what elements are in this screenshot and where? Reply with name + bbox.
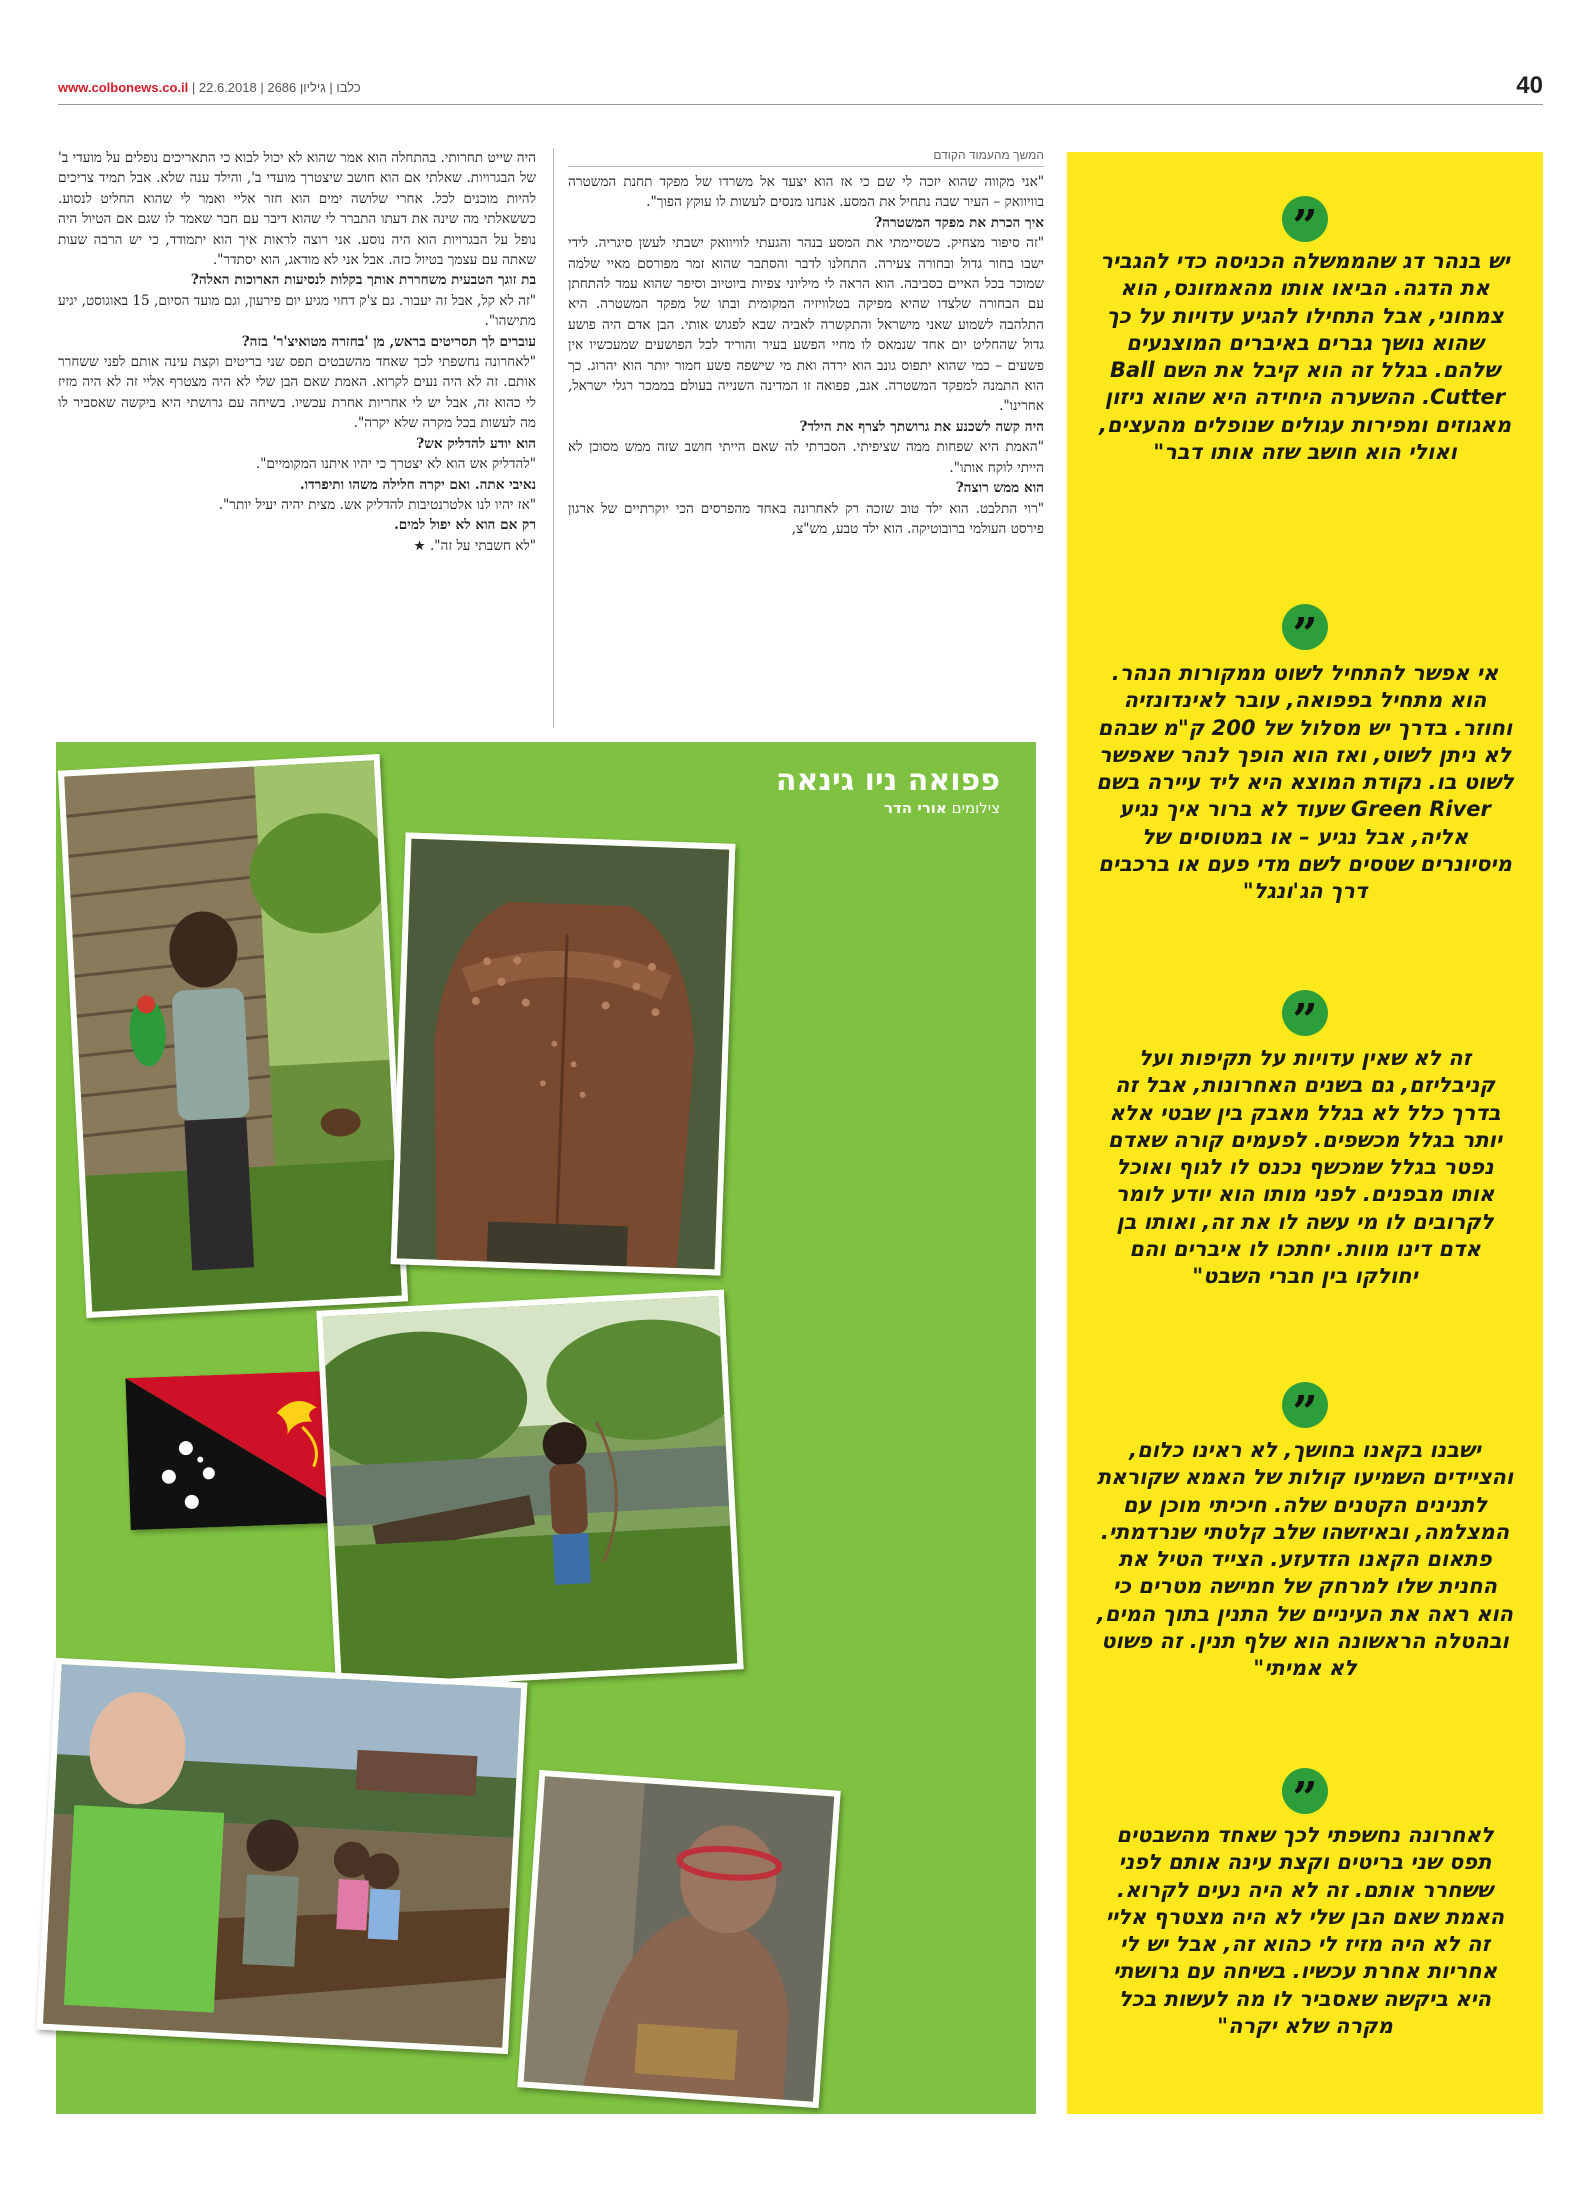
column-divider (553, 148, 554, 728)
photo-image (323, 1296, 738, 1684)
interview-question: רק אם הוא לא יפול למים. (394, 517, 536, 534)
pull-quote: זה לא שאין עדויות על תקיפות ועל קניבליזם, גם בשנים האחרונות, אבל זה בדרך כלל לא בגלל מאבק בין שבטי אלא יותר בגלל מכשפים. לפעמים קורה שאדם נפטר בגלל שמכשף נכנס לו לגוף ואוכל אותו מבפנים. לפני מותו הוא יודע לומר לקרובים לו מי עשה לו את זה, ואותו בן אדם דינו מוות. יחתכו לו איברים והם יחולקו בין חברי השבט" (1107, 1046, 1503, 1289)
interview-question: הוא ממש רוצה? (955, 480, 1044, 497)
photo-scarified-back[interactable] (391, 832, 736, 1275)
pull-quote: לאחרונה נחשפתי לכך שאחד מהשבטים תפס שני בריטים וקצת עינה אותם לפני ששחרר אותם. זה לא היה נעים לקרוא. האמת שאם הבן שלי לא היה מצטרף אליי זה לא היה מזיז לי כהוא זה, אבל יש לי אחריות אחרת עכשיו. בשיחה עם גרושתי היא ביקשה שאסביר לו מה לעשות בכל מקרה שלא יקרה" (1105, 1823, 1505, 2039)
quote-icon: ” (1282, 1768, 1328, 1814)
photo-credit: צילומים אורי הדר (883, 799, 1000, 817)
paragraph: "האמת היא שפחות ממה שציפיתי. הסברתי לה שאם הייתי חושב שזה ממש מסוכן לא הייתי לוקח אותו". (568, 439, 1044, 476)
pull-quote: אי אפשר להתחיל לשוט ממקורות הנהר. הוא מתחיל בפפואה, עובר לאינדונזיה וחוזר. בדרך יש מסלול של 200 ק"מ שבהם לא ניתן לשוט, ואז הוא הופך לנהר שאפשר לשוט בו. נקודת המוצא היא ליד עיירה בשם Green River שעוד לא ברור איך נגיע אליה, אבל נגיע – או במטוסים של מיסיונרים שטסים לשם מדי פעם או ברכבים דרך הג'ונגל" (1096, 661, 1514, 904)
continued-label: המשך מהעמוד הקודם (568, 148, 1044, 167)
gallery-title-block (776, 764, 1000, 818)
paragraph: "להדליק אש הוא לא יצטרך כי יהיו איתנו המקומיים". (255, 456, 536, 473)
page-number: 40 (1516, 72, 1543, 99)
paragraph: "רוי התלבט. הוא ילד טוב שזכה רק לאחרונה באחד מהפרסים הכי יוקרתיים של ארגון פירסט העולמי ברובוטיקה. הוא ילד טבע, מש"צ, (568, 500, 1044, 537)
interview-question: איך הכרת את מפקד המשטרה? (874, 214, 1044, 231)
interview-question: עוברים לך תסריטים בראש, מן 'בחזרה מטואיצ'ר' בזה? (241, 333, 536, 350)
quote-icon: ” (1282, 990, 1328, 1036)
paragraph: היה שייט תחרותי. בהתחלה הוא אמר שהוא לא יכול לבוא כי התאריכים נופלים על מועדי ב' של הבגרויות. שאלתי אם הוא חושב שיצטרך מועדי ב', והילד ענה שלא. אבל תמיד צריכים להיות מוכנים לכל. אחרי שלושה ימים הוא חזר אליי ואמר לי שהוא החליט לנסוע. כששאלתי מה שינה את דעתו התברר לי שהוא דיבר עם חבר שאמר לו שגם אם הטיול היה נופל על הבגרויות הוא היה נוסע. אני רוצה לראות איך הוא יתמודד, כי יש הרבה שעות שאתה עם עצמך בטיול כזה. אבל אני לא מודאג, הוא יסתדר". (58, 150, 536, 269)
paragraph: "אני מקווה שהוא יזכה לי שם כי אז הוא יצעד אל משרדו של מפקד תחנת המשטרה בוויוואק – העיר שבה נתחיל את המסע. אנחנו מנסים לעשות לו עוקץ הפוך". (568, 174, 1044, 211)
paragraph: "לא חשבתי על זה". ★ (413, 537, 536, 554)
photo-elder-with-headband[interactable] (517, 1770, 840, 2108)
interview-question: נאיבי אתה. ואם יקרה חלילה משהו ותיפרדו. (299, 476, 536, 493)
paragraph: "אז יהיו לנו אלטרנטיבות להדליק אש. מצית יהיה יעיל יותר". (218, 496, 536, 513)
quote-icon: ” (1282, 604, 1328, 650)
pull-quote-sidebar (1067, 152, 1543, 2114)
paragraph: "זה לא קל, אבל זה יעבור. גם צ'ק דחוי מגיע יום פירעון, וגם מועד הסיום, 15 באוגוסט, יגיע מתישהו". (58, 292, 536, 330)
photo-image (43, 1664, 521, 2048)
quote-icon: ” (1282, 196, 1328, 242)
photo-boy-with-bow[interactable] (316, 1290, 743, 1691)
photo-image (524, 1776, 835, 2101)
folio-line (58, 80, 361, 95)
photo-gallery (56, 742, 1036, 2114)
site-url[interactable]: www.colbonews.co.il (58, 80, 189, 95)
interview-question: בת זוגך הטבעית משחררת אותך בקלות לנסיעות הארוכות האלה? (190, 272, 536, 289)
pull-quote: יש בנהר דג שהממשלה הכניסה כדי להגביר את הדגה. הביאו אותו מהאמזונס, הוא צמחוני, אבל התחילו להגיע עדויות על כך שהוא נושך גברים באיברים המוצנעים שלהם. בגלל זה הוא קיבל את השם Ball Cutter. ההשערה היחידה היא שהוא ניזון מאגוזים ומפירות עגולים שנופלים מהעצים, ואולי הוא חושב שזה אותו דבר" (1098, 249, 1512, 465)
photo-canoe-selfie[interactable] (37, 1658, 528, 2054)
photo-boy-with-parrot[interactable] (58, 754, 408, 1318)
paragraph: "זה סיפור מצחיק. כשסיימתי את המסע בנהר והגעתי לוויוואק ישבתי לעשן סיגריה. לידי ישבו בחור גדול ובחורה צעירה. התחלנו לדבר והסתבר שהוא זמר מפורסם מאיי שלמה שמוכר בכל האיים בסביבה. הוא הראה לי מיליוני צפיות ביוטיוב וסיפר שהוא עמד להתחתן עם הבחורה שלצדו שהיא מפיקה בטלוויזיה המקומית ובתו של מפקד המשטרה. היא התלהבה לשמוע שאני מישראל והתקשרה לאביה שבא לפגוש אותי. הבן אדם היה פושע גדול שהחליט יום אחד שנמאס לו מחיי הפשע בעיר והוריד לכל הפושעים שמעכשיו אין פשעים – כמי שהוא יתפוס גונב הוא ירדה ואת מי שישפה פשע חמור יותר הוא יהרוג. כך הוא התמנה למפקד המשטרה. אגב, פפואה זו המדינה השנייה בעולם בממכר רגלי ישראל, אחרינו". (568, 235, 1044, 415)
issue-meta: | כלבו | גיליון 2686 | 22.6.2018 (191, 80, 361, 95)
pull-quote: ישבנו בקאנו בחושך, לא ראינו כלום, והציידים השמיעו קולות של האמא שקוראת לתנינים הקטנים שלה. חיכיתי מוכן עם המצלמה, ובאיזשהו שלב קלטתי שנרדמתי. פתאום הקאנו הזדעזע. הצייד הטיל את החנית שלו למרחק של חמישה מטרים כי הוא ראה את העיניים של התנין בתוך המים, ובהטלה הראשונה הוא שלף תנין. זה פשוט לא אמיתי" (1096, 1438, 1514, 1681)
quote-icon: ” (1282, 1382, 1328, 1428)
article-column-right (568, 172, 1044, 722)
header-rule (58, 104, 1543, 105)
interview-question: הוא יודע להדליק אש? (416, 435, 536, 452)
paragraph: "לאחרונה נחשפתי לכך שאחד מהשבטים תפס שני בריטים וקצת עינה אותם לפני ששחרר אותם. זה לא היה נעים לקרוא. האמת שאם הבן שלי לא היה מצטרף אליי זה לא היה מזיז לי כהוא זה, אבל יש לי אחריות אחרת עכשיו. בשיחה עם גרושתי היא ביקשה שאסביר לו מה לעשות בכל מקרה שלא יקרה". (58, 354, 536, 432)
gallery-title: פפואה ניו גינאה (775, 763, 1000, 798)
photo-image (397, 839, 729, 1270)
interview-question: היה קשה לשכנע את גרושתך לצרף את הילד? (799, 418, 1044, 435)
article-column-left (58, 148, 536, 722)
photo-image (64, 760, 402, 1311)
